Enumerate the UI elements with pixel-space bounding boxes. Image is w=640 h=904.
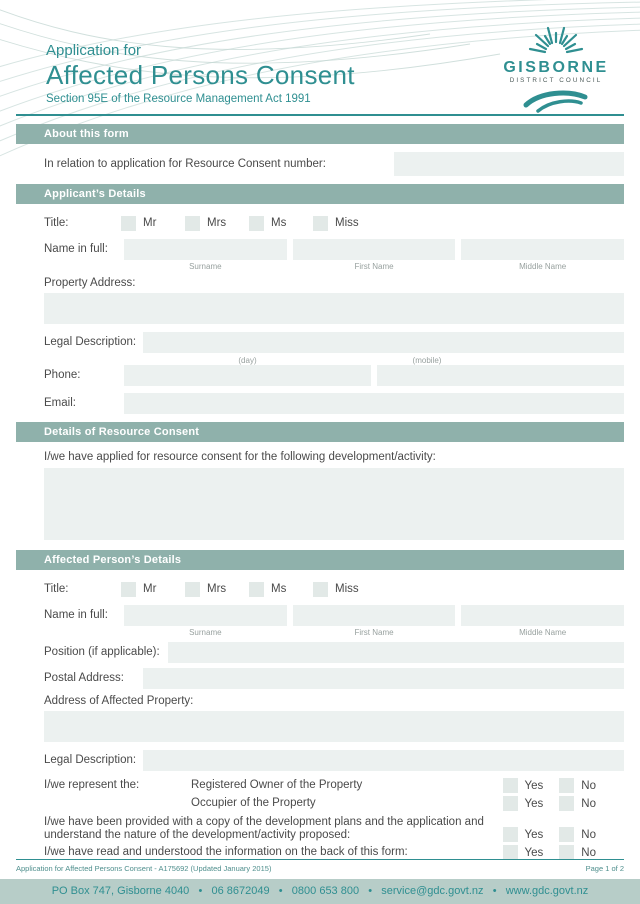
mr-label: Mr bbox=[143, 217, 157, 229]
applicant-email-label: Email: bbox=[44, 397, 76, 409]
plans-provided-yes-checkbox[interactable] bbox=[503, 827, 518, 842]
phone-day-sublabel: (day) bbox=[238, 356, 257, 365]
affected-title-mr-checkbox[interactable] bbox=[121, 582, 136, 597]
applicant-title-ms-checkbox[interactable] bbox=[249, 216, 264, 231]
applicant-property-address-label: Property Address: bbox=[44, 277, 136, 289]
no-label: No bbox=[581, 828, 596, 841]
read-info-no-checkbox[interactable] bbox=[559, 845, 574, 860]
affected-title-ms-option bbox=[249, 582, 307, 597]
applicant-title-mr-option bbox=[121, 216, 179, 231]
affected-legal-description-input[interactable] bbox=[143, 750, 624, 771]
applicant-name-row bbox=[44, 239, 624, 260]
affected-surname-input[interactable] bbox=[124, 605, 287, 626]
registered-owner-no-checkbox[interactable] bbox=[559, 778, 574, 793]
gisborne-logo bbox=[490, 14, 622, 119]
registered-owner-yesno bbox=[503, 778, 596, 793]
surname-sublabel: Surname bbox=[189, 628, 222, 637]
represent-label: I/we represent the: bbox=[44, 779, 140, 791]
phone-mobile-sublabel: (mobile) bbox=[412, 356, 442, 365]
affected-title-mr-option bbox=[121, 582, 179, 597]
contact-bar bbox=[0, 879, 640, 904]
occupier-label: Occupier of the Property bbox=[191, 797, 316, 809]
applicant-title-mrs-checkbox[interactable] bbox=[185, 216, 200, 231]
yes-label: Yes bbox=[524, 828, 544, 841]
koru-wave-icon bbox=[521, 88, 591, 114]
no-label: No bbox=[581, 797, 596, 810]
applicant-property-address-input[interactable] bbox=[44, 293, 624, 324]
no-label: No bbox=[581, 779, 596, 792]
applicant-legal-row bbox=[44, 332, 624, 353]
affected-postal-address-input[interactable] bbox=[143, 668, 624, 689]
applicant-email-row bbox=[44, 393, 624, 414]
mrs-label: Mrs bbox=[207, 217, 227, 229]
applicant-title-mr-checkbox[interactable] bbox=[121, 216, 136, 231]
applicant-email-input[interactable] bbox=[124, 393, 624, 414]
applicant-name-sublabels bbox=[44, 262, 624, 271]
ms-label: Ms bbox=[271, 217, 287, 229]
registered-owner-label: Registered Owner of the Property bbox=[191, 779, 363, 791]
logo-tagline: DISTRICT COUNCIL bbox=[509, 77, 603, 84]
phone-sublabels-row bbox=[44, 356, 624, 365]
affected-title-miss-option bbox=[313, 582, 371, 597]
first-name-sublabel: First Name bbox=[354, 628, 394, 637]
development-activity-label: I/we have applied for resource consent for the following development/activity: bbox=[44, 451, 436, 463]
resource-consent-number-input[interactable] bbox=[394, 152, 624, 176]
occupier-yesno bbox=[503, 796, 596, 811]
represent-row-registered-owner bbox=[44, 778, 624, 793]
section-about bbox=[44, 152, 624, 176]
applicant-title-row bbox=[44, 216, 624, 231]
affected-title-label: Title: bbox=[44, 583, 69, 595]
affected-name-sublabels bbox=[44, 628, 624, 637]
yes-label: Yes bbox=[524, 797, 544, 810]
applicant-middle-name-input[interactable] bbox=[461, 239, 624, 260]
applicant-name-label: Name in full: bbox=[44, 243, 108, 255]
affected-position-label: Position (if applicable): bbox=[44, 646, 160, 658]
applicant-phone-day-input[interactable] bbox=[124, 365, 371, 386]
development-activity-textarea[interactable] bbox=[44, 468, 624, 540]
applicant-phone-row bbox=[44, 365, 624, 386]
read-info-statement: I/we have read and understood the information on the back of this form: bbox=[44, 846, 408, 858]
affected-title-mrs-checkbox[interactable] bbox=[185, 582, 200, 597]
applicant-first-name-input[interactable] bbox=[293, 239, 456, 260]
applicant-title-label: Title: bbox=[44, 217, 69, 229]
affected-name-label: Name in full: bbox=[44, 609, 108, 621]
occupier-yes-checkbox[interactable] bbox=[503, 796, 518, 811]
yes-label: Yes bbox=[524, 846, 544, 859]
applicant-title-ms-option bbox=[249, 216, 307, 231]
section-header-about: About this form bbox=[16, 124, 624, 144]
document-reference: Application for Affected Persons Consent - A175692 (Updated January 2015) bbox=[16, 864, 272, 873]
page-number: Page 1 of 2 bbox=[585, 864, 624, 873]
affected-position-row bbox=[44, 642, 624, 663]
represent-row-occupier bbox=[44, 796, 624, 811]
applicant-phone-label: Phone: bbox=[44, 369, 81, 381]
mrs-label: Mrs bbox=[207, 583, 227, 595]
affected-title-miss-checkbox[interactable] bbox=[313, 582, 328, 597]
affected-title-row bbox=[44, 582, 624, 597]
section-affected bbox=[44, 582, 624, 860]
plans-provided-statement: I/we have been provided with a copy of the development plans and the application and understand the nature of the development/activity proposed: bbox=[44, 816, 484, 841]
yes-label: Yes bbox=[524, 779, 544, 792]
section-resource-consent bbox=[44, 450, 624, 540]
applicant-surname-input[interactable] bbox=[124, 239, 287, 260]
footer-note bbox=[16, 859, 624, 873]
section-applicant bbox=[44, 216, 624, 414]
affected-legal-row bbox=[44, 750, 624, 771]
applicant-legal-description-label: Legal Description: bbox=[44, 336, 137, 348]
page-header bbox=[0, 0, 640, 108]
sunburst-icon bbox=[490, 14, 622, 54]
affected-legal-description-label: Legal Description: bbox=[44, 754, 137, 766]
first-name-sublabel: First Name bbox=[354, 262, 394, 271]
affected-first-name-input[interactable] bbox=[293, 605, 456, 626]
ms-label: Ms bbox=[271, 583, 287, 595]
affected-position-input[interactable] bbox=[168, 642, 624, 663]
section-header-resource-consent: Details of Resource Consent bbox=[16, 422, 624, 442]
page-title-prefix: Application for bbox=[46, 42, 142, 59]
applicant-title-miss-option bbox=[313, 216, 371, 231]
middle-name-sublabel: Middle Name bbox=[519, 628, 567, 637]
logo-name: GISBORNE bbox=[503, 59, 609, 76]
applicant-legal-description-input[interactable] bbox=[143, 332, 624, 353]
plans-provided-yesno bbox=[503, 827, 596, 842]
header-divider bbox=[16, 114, 624, 116]
contact-details: PO Box 747, Gisborne 4040 • 06 8672049 • 0800 653 800 • service@gdc.govt.nz • www.gdc.govt.nz bbox=[51, 885, 589, 897]
affected-middle-name-input[interactable] bbox=[461, 605, 624, 626]
section-header-applicant: Applicant’s Details bbox=[16, 184, 624, 204]
occupier-no-checkbox[interactable] bbox=[559, 796, 574, 811]
read-info-yes-checkbox[interactable] bbox=[503, 845, 518, 860]
applicant-title-miss-checkbox[interactable] bbox=[313, 216, 328, 231]
consent-number-label: In relation to application for Resource Consent number: bbox=[44, 157, 326, 170]
applicant-title-mrs-option bbox=[185, 216, 243, 231]
middle-name-sublabel: Middle Name bbox=[519, 262, 567, 271]
plans-provided-row bbox=[44, 816, 624, 842]
affected-property-address-label: Address of Affected Property: bbox=[44, 695, 194, 707]
affected-title-ms-checkbox[interactable] bbox=[249, 582, 264, 597]
read-info-row bbox=[44, 845, 624, 860]
read-info-yesno bbox=[503, 845, 596, 860]
miss-label: Miss bbox=[335, 583, 359, 595]
affected-property-address-input[interactable] bbox=[44, 711, 624, 742]
consent-number-row bbox=[44, 152, 624, 176]
mr-label: Mr bbox=[143, 583, 157, 595]
affected-postal-address-label: Postal Address: bbox=[44, 672, 124, 684]
no-label: No bbox=[581, 846, 596, 859]
affected-postal-row bbox=[44, 668, 624, 689]
applicant-phone-mobile-input[interactable] bbox=[377, 365, 624, 386]
surname-sublabel: Surname bbox=[189, 262, 222, 271]
plans-provided-no-checkbox[interactable] bbox=[559, 827, 574, 842]
section-header-affected: Affected Person’s Details bbox=[16, 550, 624, 570]
affected-name-row bbox=[44, 605, 624, 626]
affected-title-mrs-option bbox=[185, 582, 243, 597]
form-body bbox=[0, 114, 640, 860]
miss-label: Miss bbox=[335, 217, 359, 229]
page-title: Affected Persons Consent bbox=[46, 60, 355, 90]
page-subtitle: Section 95E of the Resource Management Act 1991 bbox=[46, 93, 311, 105]
registered-owner-yes-checkbox[interactable] bbox=[503, 778, 518, 793]
